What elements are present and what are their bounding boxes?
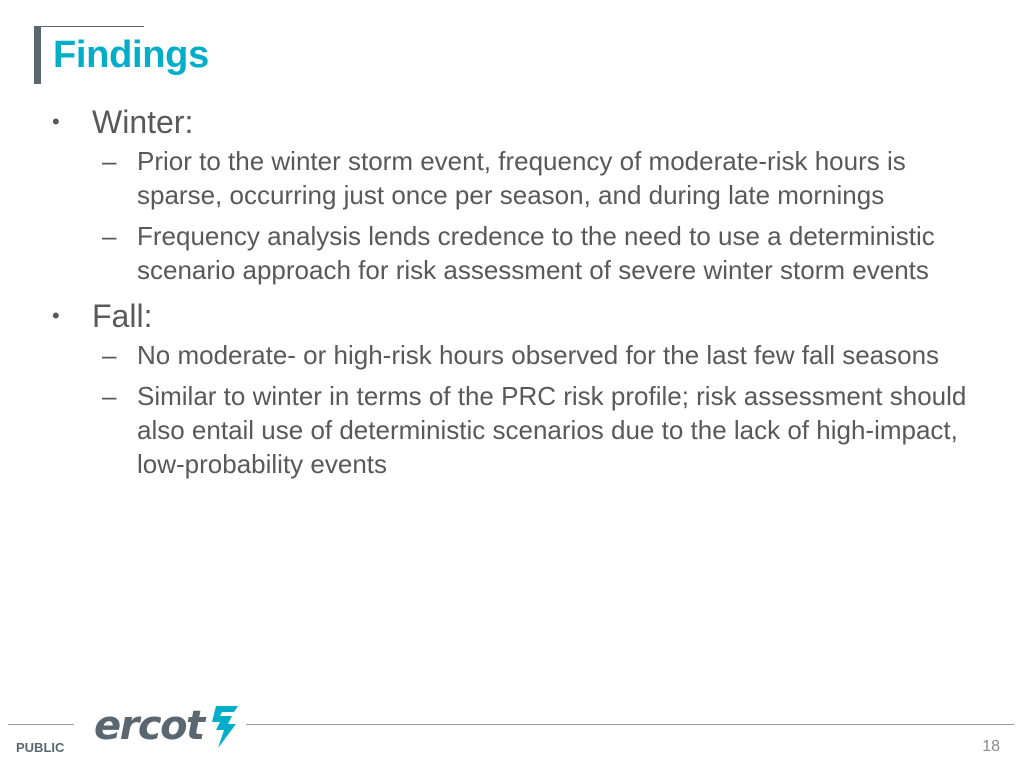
dash-icon: – — [102, 146, 117, 176]
sub-bullet-text: No moderate- or high-risk hours observed for the last few fall seasons — [137, 340, 940, 370]
dash-icon: – — [102, 340, 117, 370]
footer-rule-right — [246, 724, 1014, 725]
slide-content — [50, 102, 990, 488]
dash-icon: – — [102, 221, 117, 251]
footer-rule-left — [8, 724, 74, 725]
title-accent-bar — [34, 26, 41, 84]
ercot-logo — [94, 700, 242, 752]
bullet-fall — [50, 296, 990, 336]
bullet-icon: • — [52, 109, 60, 134]
sub-bullet-text: Similar to winter in terms of the PRC risk profile; risk assessment should also entail use of deterministic scenarios due to the lack of high-impact, low-probability events — [137, 381, 967, 479]
slide-title: Findings — [53, 34, 209, 76]
lightning-bolt-icon — [208, 702, 242, 750]
section-heading-fall: Fall: — [92, 298, 153, 334]
sub-bullet-text: Frequency analysis lends credence to the need to use a deterministic scenario approach for risk assessment of severe winter storm events — [137, 221, 935, 285]
logo-wordmark: ercot — [94, 703, 204, 749]
bullet-icon: • — [52, 303, 60, 328]
sub-bullet — [50, 338, 990, 372]
sub-bullet — [50, 379, 990, 481]
dash-icon: – — [102, 381, 117, 411]
sub-bullet — [50, 144, 990, 212]
classification-label: PUBLIC — [16, 740, 65, 755]
sub-bullet — [50, 219, 990, 287]
section-heading-winter: Winter: — [92, 104, 194, 140]
sub-bullet-text: Prior to the winter storm event, frequency of moderate-risk hours is sparse, occurring just once per season, and during late mornings — [137, 146, 906, 210]
title-accent-rule — [34, 26, 144, 27]
page-number: 18 — [982, 738, 1000, 755]
bullet-winter — [50, 102, 990, 142]
